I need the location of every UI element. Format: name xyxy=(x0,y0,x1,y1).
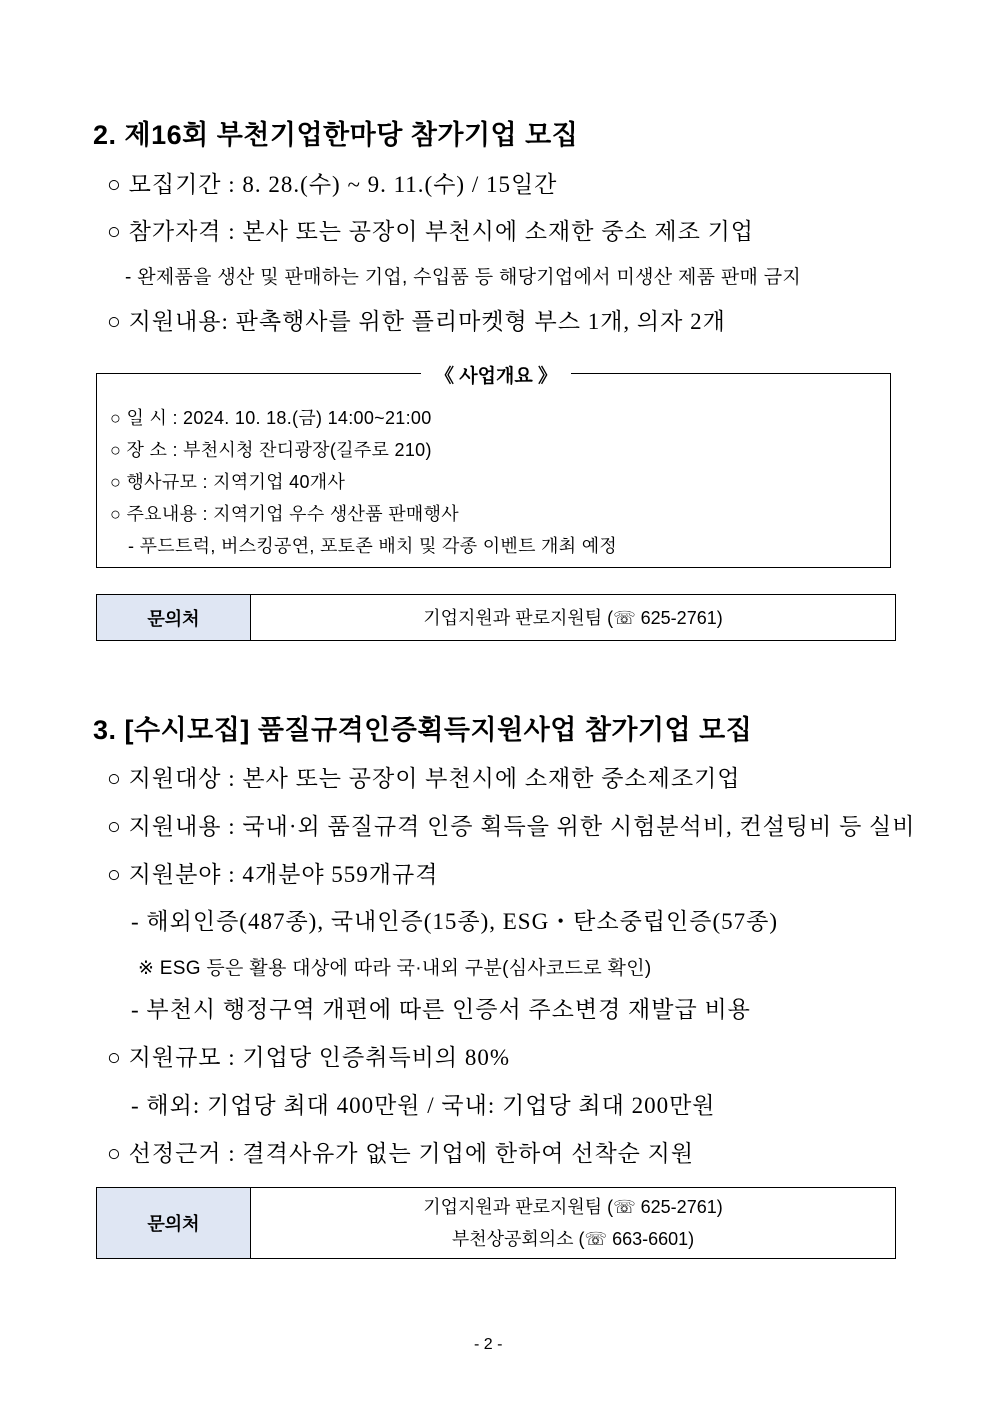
section3-item-selection: ○ 선정근거 : 결격사유가 없는 기업에 한하여 선착순 지원 xyxy=(107,1141,695,1166)
section3-contact-line-1: 기업지원과 판로지원팀 (☏ 625-2761) xyxy=(423,1197,723,1217)
section2-item-restriction: - 완제품을 생산 및 판매하는 기업, 수입품 등 해당기업에서 미생산 제품 판매 금지 xyxy=(125,267,802,288)
section3-item-reissue: - 부천시 행정구역 개편에 따른 인증서 주소변경 재발급 비용 xyxy=(131,997,751,1022)
overview-scale: ○ 행사규모 : 지역기업 40개사 xyxy=(110,472,346,492)
section3-item-content: ○ 지원내용 : 국내·외 품질규격 인증 획득을 위한 시험분석비, 컨설팅비 등 실비 xyxy=(107,814,916,839)
section3-item-target: ○ 지원대상 : 본사 또는 공장이 부천시에 소재한 중소제조기업 xyxy=(107,766,741,791)
section3-contact-label: 문의처 xyxy=(97,1188,251,1258)
section3-note: ※ ESG 등은 활용 대상에 따라 국·내외 구분(심사코드로 확인) xyxy=(138,958,652,979)
section3-contact-value xyxy=(251,1188,895,1258)
section3-item-scale: ○ 지원규모 : 기업당 인증취득비의 80% xyxy=(107,1045,511,1070)
section2-item-support: ○ 지원내용: 판촉행사를 위한 플리마켓형 부스 1개, 의자 2개 xyxy=(107,309,726,334)
section3-item-field: ○ 지원분야 : 4개분야 559개규격 xyxy=(107,862,439,887)
section2-contact-value xyxy=(251,595,895,640)
section2-item-period: ○ 모집기간 : 8. 28.(수) ~ 9. 11.(수) / 15일간 xyxy=(107,172,558,197)
section3-contact-table xyxy=(96,1187,896,1259)
section3-item-certs: - 해외인증(487종), 국내인증(15종), ESG・탄소중립인증(57종) xyxy=(131,909,779,934)
section3-heading: 3. [수시모집] 품질규격인증획득지원사업 참가기업 모집 xyxy=(93,715,753,745)
overview-content: ○ 주요내용 : 지역기업 우수 생산품 판매행사 xyxy=(110,504,459,524)
overview-date: ○ 일 시 : 2024. 10. 18.(금) 14:00~21:00 xyxy=(110,408,432,428)
section2-contact-label: 문의처 xyxy=(97,595,251,640)
page-number: - 2 - xyxy=(474,1336,503,1353)
section2-heading: 2. 제16회 부천기업한마당 참가기업 모집 xyxy=(93,120,579,150)
section3-item-limits: - 해외: 기업당 최대 400만원 / 국내: 기업당 최대 200만원 xyxy=(131,1093,716,1118)
overview-title: 《 사업개요 》 xyxy=(421,361,571,388)
section3-contact-line-2: 부천상공회의소 (☏ 663-6601) xyxy=(451,1229,695,1249)
section2-contact-line: 기업지원과 판로지원팀 (☏ 625-2761) xyxy=(423,607,723,628)
section2-item-eligibility: ○ 참가자격 : 본사 또는 공장이 부천시에 소재한 중소 제조 기업 xyxy=(107,219,755,244)
section2-contact-table xyxy=(96,594,896,641)
overview-detail: - 푸드트럭, 버스킹공연, 포토존 배치 및 각종 이벤트 개최 예정 xyxy=(128,536,618,556)
overview-place: ○ 장 소 : 부천시청 잔디광장(길주로 210) xyxy=(110,440,432,460)
